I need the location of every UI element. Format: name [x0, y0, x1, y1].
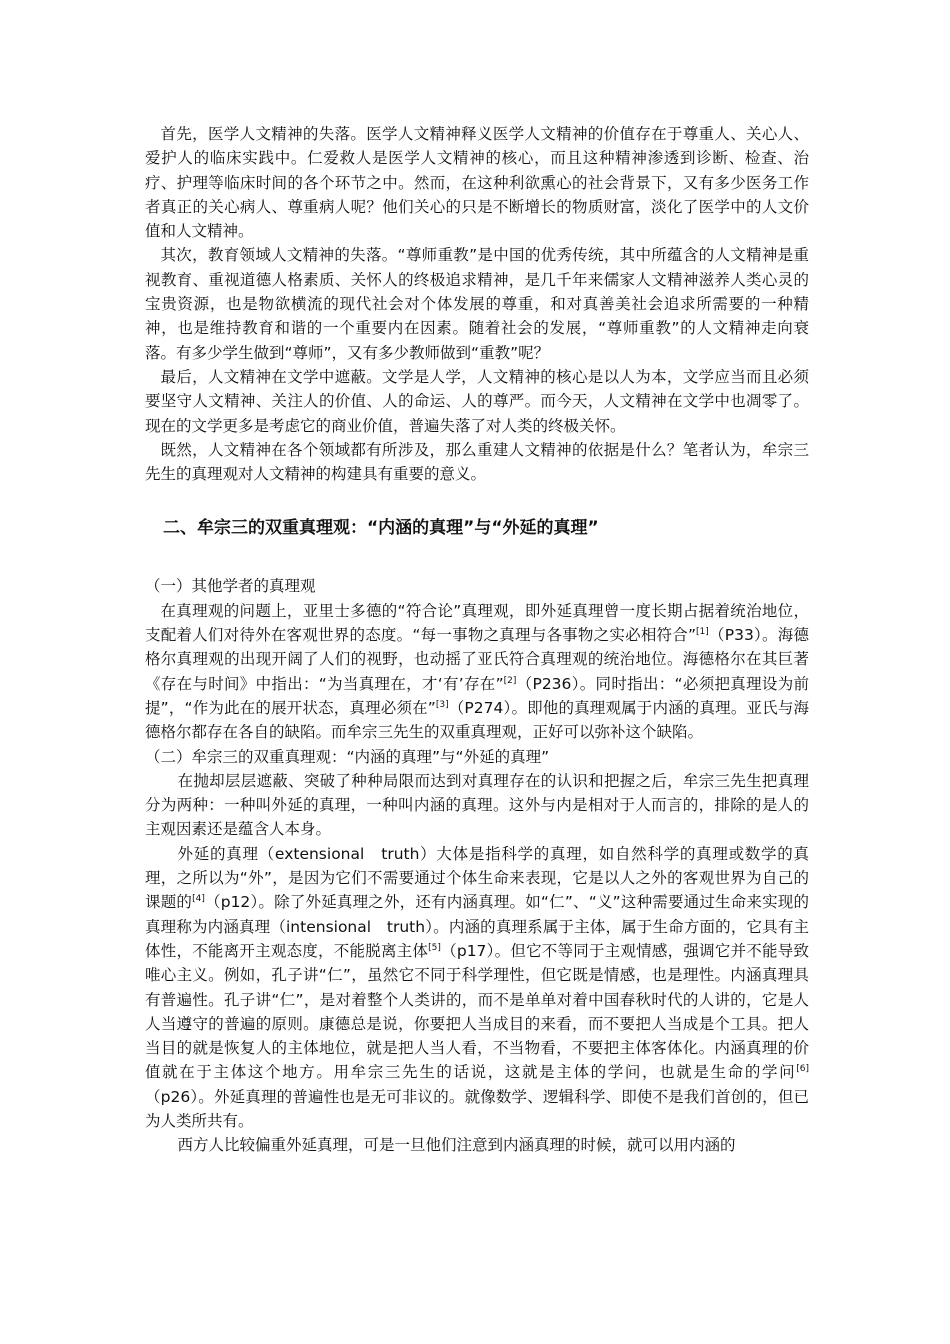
paragraph-western: 西方人比较偏重外延真理，可是一旦他们注意到内涵真理的时候，就可以用内涵的	[177, 1136, 736, 1155]
text-segment: 外延的真理（extensional truth）大体是指科学的真理，如自然科学的真理或数学的真理，之所以为“外”，是因为它们不需要通过个体生命来表现，它是以人之外的客观世界为自己的课题的	[145, 844, 809, 912]
document-page	[145, 122, 809, 1158]
paragraph-literature: 最后，人文精神在文学中遮蔽。文学是人学，人文精神的核心是以人为本，文学应当而且必须要坚守人文精神、关注人的价值、人的命运、人的尊严。而今天，人文精神在文学中也凋零了。现在的文学更多是考虑它的商业价值，普遍失落了对人类的终极关怀。	[145, 367, 809, 435]
section-heading: 二、牟宗三的双重真理观：“内涵的真理”与“外延的真理”	[163, 518, 599, 539]
text-segment: （p26）。外延真理的普遍性也是无可非议的。就像数学、逻辑科学、即使不是我们首创的，但已为人类所共有。	[145, 1087, 809, 1130]
paragraph-conclusion: 既然，人文精神在各个领域都有所涉及，那么重建人文精神的依据是什么？笔者认为，牟宗三先生的真理观对人文精神的构建具有重要的意义。	[145, 440, 809, 484]
citation-ref: [5]	[428, 942, 441, 953]
text-segment: （p12）。除了外延真理之外，还有内涵真理。如“仁”、“义”这种需要通过生命来实现的真理称为内涵真理（intensional truth）。内涵的真理系属于主体，属于生命方面的，它具有主体性，不能离开主观态度，不能脱离主体	[145, 893, 809, 960]
citation-ref: [4]	[192, 894, 205, 905]
paragraph-aristotle-heidegger	[145, 599, 809, 745]
citation-ref: [3]	[435, 699, 449, 710]
paragraph-extensional-intensional	[145, 842, 809, 1134]
text-segment: （p17）。但它不等同于主观情感，强调它并不能导致唯心主义。例如，孔子讲“仁”，虽然它不同于科学理性，但它既是情感，也是理性。内涵真理具有普遍性。孔子讲“仁”，是对着整个人类讲的，而不是单单对着中国春秋时代的人讲的，它是人人当遵守的普遍的原则。康德总是说，你要把人当成目的来看，而不要把人当成是个工具。把人当目的就是恢复人的主体地位，就是把人当人看，不当物看，不要把主体客体化。内涵真理的价值就在于主体这个地方。用牟宗三先生的话说，这就是主体的学问，也就是生命的学问	[145, 941, 809, 1082]
citation-ref: [2]	[503, 675, 517, 686]
text-segment: 在真理观的问题上，亚里士多德的“符合论”真理观，即外延真理曾一度长期占据着统治地位，支配着人们对待外在客观世界的态度。“每一事物之真理与各事物之实必相符合”	[145, 601, 809, 645]
text-segment: （P274）。即他的真理观属于内涵的真理。亚氏与海德格尔都存在各自的缺陷。而牟宗三先生的双重真理观，正好可以弥补这个缺陷。	[145, 698, 810, 742]
paragraph-medical: 首先，医学人文精神的失落。医学人文精神释义医学人文精神的价值存在于尊重人、关心人、爱护人的临床实践中。仁爱救人是医学人文精神的核心，而且这种精神渗透到诊断、检查、治疗、护理等临床时间的各个环节之中。然而，在这种利欲熏心的社会背景下，又有多少医务工作者真正的关心病人、尊重病人呢？他们关心的只是不断增长的物质财富，淡化了医学中的人文价值和人文精神。	[145, 125, 809, 241]
text-segment: （P236）。同时指出：“必须把真理设为前提”，“作为此在的展开状态，真理必须在”	[145, 674, 809, 717]
text-segment: （P33）。海德格尔真理观的出现开阔了人们的视野，也动摇了亚氏符合真理观的统治地位。海德格尔在其巨著《存在与时间》中指出：“为当真理在，才‘有’存在”	[145, 626, 809, 693]
citation-ref: [1]	[696, 626, 709, 637]
paragraph-two-truths: 在抛却层层遮蔽、突破了种种局限而达到对真理存在的认识和把握之后，牟宗三先生把真理分为两种：一种叫外延的真理，一种叫内涵的真理。这外与内是相对于人而言的，排除的是人的主观因素还是蕴含人本身。	[145, 771, 809, 839]
citation-ref: [6]	[796, 1064, 809, 1075]
subheading-mou-zongsan: （二）牟宗三的双重真理观：“内涵的真理”与“外延的真理”	[145, 747, 550, 766]
paragraph-education: 其次，教育领域人文精神的失落。“尊师重教”是中国的优秀传统，其中所蕴含的人文精神是重视教育、重视道德人格素质、关怀人的终极追求精神，是几千年来儒家人文精神滋养人类心灵的宝贵资源，也是物欲横流的现代社会对个体发展的尊重，和对真善美社会追求所需要的一种精神，也是维持教育和谐的一个重要内在因素。随着社会的发展，“尊师重教”的人文精神走向衰落。有多少学生做到“尊师”，又有多少教师做到“重教”呢？	[145, 246, 809, 362]
subheading-other-scholars: （一）其他学者的真理观	[145, 577, 316, 596]
